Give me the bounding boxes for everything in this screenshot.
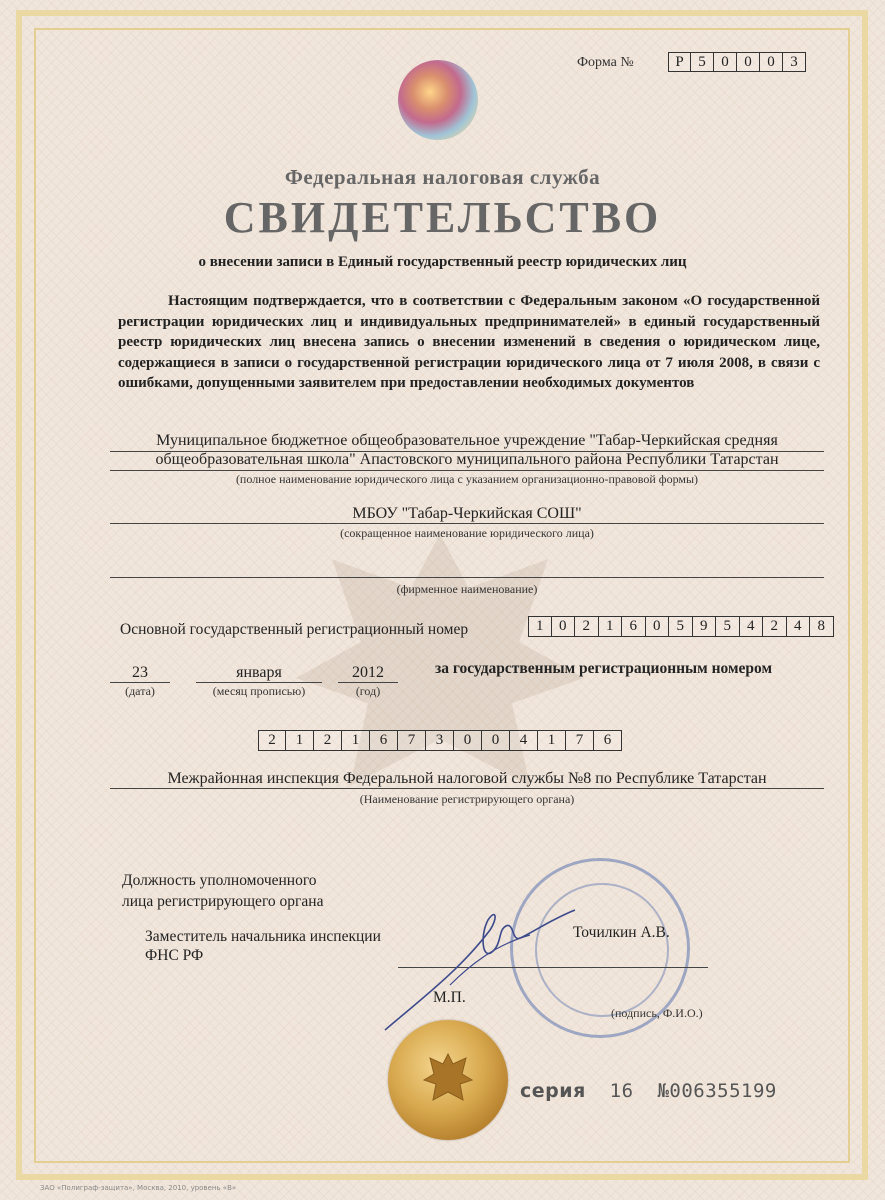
- date-year: 2012: [352, 664, 384, 681]
- authority-caption: (Наименование регистрирующего органа): [359, 792, 575, 806]
- short-name: МБОУ "Табар-Черкийская СОШ": [352, 505, 582, 522]
- grn-digit: 1: [342, 730, 370, 751]
- date-year-underline: [338, 682, 398, 683]
- short-name-underline: [110, 523, 824, 524]
- document-title: СВИДЕТЕЛЬСТВО: [223, 193, 662, 242]
- ogrn-digit: 5: [669, 616, 693, 637]
- date-month: января: [236, 664, 282, 681]
- grn-digit: 0: [454, 730, 482, 751]
- mp-label: М.П.: [433, 989, 466, 1006]
- form-cell: 0: [737, 52, 760, 72]
- printer-footer: ЗАО «Полиграф-защита», Москва, 2010, уровень «В»: [40, 1184, 237, 1192]
- brand-name-caption: (фирменное наименование): [396, 582, 538, 596]
- form-label: Форма №: [577, 55, 634, 70]
- ogrn-digit: 5: [716, 616, 740, 637]
- date-year-caption: (год): [355, 684, 381, 698]
- position-line2: ФНС РФ: [145, 947, 204, 964]
- date-month-underline: [196, 682, 322, 683]
- ogrn-digit: 2: [763, 616, 787, 637]
- double-headed-eagle-icon: [420, 1048, 476, 1110]
- full-name-caption: (полное наименование юридического лица с указанием организационно-правовой формы): [235, 472, 699, 486]
- ogrn-digit: 0: [552, 616, 576, 637]
- ogrn-digit: 4: [740, 616, 764, 637]
- ogrn-digit: 1: [599, 616, 623, 637]
- grn-digit: 3: [426, 730, 454, 751]
- serial-number: 006355199: [669, 1080, 777, 1102]
- series-label: серия: [520, 1080, 586, 1102]
- form-cell: 5: [691, 52, 714, 72]
- grn-digit: 2: [314, 730, 342, 751]
- grn-digit: 2: [258, 730, 286, 751]
- certification-text: Настоящим подтверждается, что в соответствии с Федеральным законом «О государственной регистрации юридических лиц и индивидуальных предпринимателей» в единый государственный реестр юридических лиц внесена запись о внесении изменений в сведения о юридическом лице, содержащиеся в записи о государственной регистрации юридического лица от 7 июля 2008, в связи с ошибками, допущенными заявителем при предоставлении необходимых документов: [118, 293, 820, 391]
- ogrn-digit: 4: [787, 616, 811, 637]
- position-label-line1: Должность уполномоченного: [122, 872, 317, 889]
- ogrn-digit: 0: [646, 616, 670, 637]
- form-cell: 3: [783, 52, 806, 72]
- date-month-caption: (месяц прописью): [212, 684, 306, 698]
- hologram-emblem-icon: [398, 60, 478, 140]
- form-cell: 0: [714, 52, 737, 72]
- authority-underline: [110, 788, 824, 789]
- ogrn-cells: [528, 616, 834, 637]
- grn-digit: 0: [482, 730, 510, 751]
- authority-name: Межрайонная инспекция Федеральной налоговой службы №8 по Республике Татарстан: [167, 770, 767, 787]
- ogrn-digit: 1: [528, 616, 552, 637]
- grn-digit: 1: [286, 730, 314, 751]
- form-cell: Р: [668, 52, 691, 72]
- agency-name: Федеральная налоговая служба: [284, 165, 601, 189]
- series-number: 16: [609, 1080, 634, 1102]
- grn-digit: 4: [510, 730, 538, 751]
- position-label-line2: лица регистрирующего органа: [122, 893, 324, 910]
- signatory-name: Точилкин А.В.: [573, 924, 670, 941]
- form-number-cells: [668, 52, 806, 72]
- position-line1: Заместитель начальника инспекции: [145, 928, 381, 945]
- reg-number-label: за государственным регистрационным номером: [435, 660, 773, 677]
- grn-digit: 6: [594, 730, 622, 751]
- full-name-underline-2: [110, 470, 824, 471]
- number-sign: №: [657, 1080, 670, 1102]
- grn-digit: 6: [370, 730, 398, 751]
- document-subtitle: о внесении записи в Единый государственный реестр юридических лиц: [198, 254, 687, 270]
- handwritten-signature-icon: [380, 890, 580, 1040]
- ogrn-digit: 9: [693, 616, 717, 637]
- short-name-caption: (сокращенное наименование юридического лица): [340, 526, 594, 540]
- ogrn-label: Основной государственный регистрационный номер: [120, 621, 469, 638]
- date-day: 23: [132, 664, 148, 681]
- series-block: [520, 1080, 777, 1102]
- ogrn-digit: 6: [622, 616, 646, 637]
- date-day-caption: (дата): [125, 684, 155, 698]
- grn-digit: 7: [566, 730, 594, 751]
- full-name-line1: Муниципальное бюджетное общеобразовательное учреждение "Табар-Черкийская средняя: [156, 432, 778, 449]
- date-day-underline: [110, 682, 170, 683]
- form-cell: 0: [760, 52, 783, 72]
- full-name-line2: общеобразовательная школа" Апастовского муниципального района Республики Татарстан: [155, 451, 779, 468]
- brand-name-underline: [110, 577, 824, 578]
- grn-digit: 1: [538, 730, 566, 751]
- ogrn-digit: 2: [575, 616, 599, 637]
- signature-caption: (подпись, Ф.И.О.): [611, 1006, 703, 1020]
- ogrn-digit: 8: [810, 616, 834, 637]
- grn-cells: [258, 730, 622, 751]
- grn-digit: 7: [398, 730, 426, 751]
